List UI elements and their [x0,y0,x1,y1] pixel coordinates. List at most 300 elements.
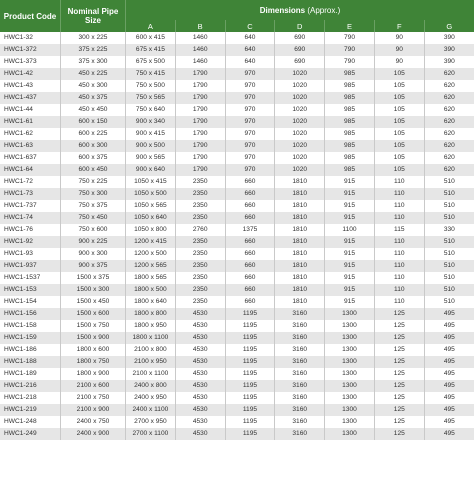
product-code-cell: HWC1-1537 [0,272,61,284]
nominal-pipe-size-cell: 1500 x 900 [61,332,126,344]
col-header-g: G [424,20,474,32]
dim-f-cell: 125 [374,308,424,320]
dim-d-cell: 1810 [275,200,325,212]
dim-c-cell: 1195 [225,428,275,440]
dim-d-cell: 1810 [275,284,325,296]
dim-b-cell: 1790 [175,116,225,128]
dim-g-cell: 495 [424,392,474,404]
dim-e-cell: 985 [325,140,375,152]
dim-c-cell: 660 [225,272,275,284]
table-row [0,212,474,224]
dim-f-cell: 125 [374,368,424,380]
dim-e-cell: 1300 [325,380,375,392]
dim-d-cell: 3160 [275,404,325,416]
dim-g-cell: 620 [424,152,474,164]
table-row [0,344,474,356]
nominal-pipe-size-cell: 1800 x 750 [61,356,126,368]
dim-d-cell: 1020 [275,80,325,92]
dim-b-cell: 1790 [175,140,225,152]
table-row [0,92,474,104]
product-code-cell: HWC1-61 [0,116,61,128]
table-row [0,332,474,344]
product-code-cell: HWC1-64 [0,164,61,176]
table-row [0,152,474,164]
dim-b-cell: 4530 [175,332,225,344]
dim-d-cell: 3160 [275,368,325,380]
dim-a-cell: 900 x 500 [126,140,176,152]
table-row [0,176,474,188]
dim-b-cell: 1460 [175,44,225,56]
dimensions-header [126,0,474,20]
dim-e-cell: 1300 [325,404,375,416]
dim-a-cell: 1800 x 1100 [126,332,176,344]
dim-b-cell: 1790 [175,68,225,80]
nominal-pipe-size-cell: 750 x 375 [61,200,126,212]
dim-a-cell: 2400 x 950 [126,392,176,404]
nominal-pipe-size-cell: 375 x 300 [61,56,126,68]
dim-f-cell: 110 [374,272,424,284]
dim-a-cell: 1050 x 800 [126,224,176,236]
dim-a-cell: 1800 x 565 [126,272,176,284]
approx-label: (Approx.) [307,5,341,15]
table-row [0,404,474,416]
dim-d-cell: 3160 [275,356,325,368]
dim-d-cell: 690 [275,56,325,68]
col-header-a: A [126,20,176,32]
dim-g-cell: 620 [424,80,474,92]
dim-g-cell: 510 [424,248,474,260]
dim-c-cell: 660 [225,200,275,212]
table-row [0,164,474,176]
table-row [0,272,474,284]
table-body [0,32,474,440]
table-row [0,308,474,320]
dim-b-cell: 4530 [175,428,225,440]
dim-a-cell: 750 x 500 [126,80,176,92]
dim-c-cell: 1195 [225,320,275,332]
product-code-cell: HWC1-76 [0,224,61,236]
dim-f-cell: 110 [374,188,424,200]
dim-b-cell: 4530 [175,392,225,404]
table-row [0,248,474,260]
dim-g-cell: 620 [424,116,474,128]
dim-b-cell: 1790 [175,80,225,92]
dim-c-cell: 1195 [225,416,275,428]
dim-g-cell: 390 [424,44,474,56]
dim-e-cell: 915 [325,248,375,260]
dim-e-cell: 1300 [325,416,375,428]
product-code-cell: HWC1-153 [0,284,61,296]
dim-d-cell: 1810 [275,224,325,236]
product-code-cell: HWC1-62 [0,128,61,140]
table-row [0,392,474,404]
dim-c-cell: 970 [225,80,275,92]
dim-f-cell: 110 [374,248,424,260]
dim-b-cell: 1790 [175,92,225,104]
dim-c-cell: 970 [225,164,275,176]
table-row [0,140,474,152]
product-code-cell: HWC1-216 [0,380,61,392]
dim-g-cell: 510 [424,200,474,212]
dim-c-cell: 660 [225,188,275,200]
dim-g-cell: 510 [424,176,474,188]
product-code-cell: HWC1-189 [0,368,61,380]
dim-e-cell: 915 [325,188,375,200]
col-header-c: C [225,20,275,32]
dim-d-cell: 1020 [275,128,325,140]
dim-c-cell: 640 [225,44,275,56]
dim-f-cell: 110 [374,260,424,272]
dim-d-cell: 1810 [275,272,325,284]
dim-e-cell: 985 [325,164,375,176]
dim-g-cell: 495 [424,368,474,380]
dim-e-cell: 790 [325,44,375,56]
nominal-pipe-size-cell: 600 x 300 [61,140,126,152]
product-code-cell: HWC1-42 [0,68,61,80]
dim-a-cell: 1050 x 500 [126,188,176,200]
dim-g-cell: 510 [424,188,474,200]
dim-f-cell: 90 [374,44,424,56]
nominal-pipe-size-cell: 1800 x 900 [61,368,126,380]
dim-a-cell: 2700 x 1100 [126,428,176,440]
dim-b-cell: 1790 [175,152,225,164]
dim-g-cell: 495 [424,428,474,440]
dim-e-cell: 985 [325,104,375,116]
dim-a-cell: 1800 x 640 [126,296,176,308]
dim-b-cell: 1460 [175,56,225,68]
col-header-b: B [175,20,225,32]
dim-c-cell: 660 [225,260,275,272]
dim-d-cell: 3160 [275,332,325,344]
dim-c-cell: 1195 [225,368,275,380]
dim-c-cell: 1195 [225,308,275,320]
nominal-pipe-size-cell: 900 x 225 [61,236,126,248]
dim-b-cell: 2760 [175,224,225,236]
dim-a-cell: 2100 x 800 [126,344,176,356]
dim-e-cell: 790 [325,32,375,44]
dim-a-cell: 1050 x 565 [126,200,176,212]
dim-d-cell: 1020 [275,152,325,164]
dim-a-cell: 1800 x 950 [126,320,176,332]
dim-b-cell: 1460 [175,32,225,44]
product-code-cell: HWC1-437 [0,92,61,104]
dim-c-cell: 1195 [225,356,275,368]
product-code-cell: HWC1-154 [0,296,61,308]
product-code-cell: HWC1-373 [0,56,61,68]
dim-b-cell: 2350 [175,272,225,284]
product-code-cell: HWC1-44 [0,104,61,116]
dim-e-cell: 1300 [325,356,375,368]
dim-b-cell: 4530 [175,416,225,428]
dim-e-cell: 1100 [325,224,375,236]
dim-c-cell: 970 [225,152,275,164]
dim-c-cell: 970 [225,104,275,116]
table-row [0,320,474,332]
dim-g-cell: 495 [424,332,474,344]
table-row [0,260,474,272]
product-code-cell: HWC1-63 [0,140,61,152]
nominal-pipe-size-cell: 300 x 225 [61,32,126,44]
nominal-pipe-size-cell: 2400 x 900 [61,428,126,440]
dim-f-cell: 125 [374,404,424,416]
dim-g-cell: 390 [424,56,474,68]
dim-e-cell: 1300 [325,428,375,440]
dim-d-cell: 690 [275,32,325,44]
dim-f-cell: 110 [374,212,424,224]
nominal-pipe-size-cell: 2100 x 900 [61,404,126,416]
dim-g-cell: 620 [424,68,474,80]
product-code-cell: HWC1-72 [0,176,61,188]
dim-e-cell: 915 [325,176,375,188]
dim-f-cell: 125 [374,428,424,440]
dim-g-cell: 620 [424,92,474,104]
dim-a-cell: 2100 x 950 [126,356,176,368]
dim-d-cell: 1810 [275,236,325,248]
dim-c-cell: 970 [225,68,275,80]
product-code-cell: HWC1-737 [0,200,61,212]
dim-b-cell: 2350 [175,296,225,308]
product-code-header: Product Code [0,0,61,32]
dim-b-cell: 1790 [175,128,225,140]
dim-g-cell: 510 [424,296,474,308]
dim-a-cell: 750 x 565 [126,92,176,104]
dim-e-cell: 985 [325,92,375,104]
product-code-cell: HWC1-186 [0,344,61,356]
dim-f-cell: 105 [374,116,424,128]
dim-f-cell: 105 [374,80,424,92]
dim-e-cell: 1300 [325,344,375,356]
dim-d-cell: 3160 [275,308,325,320]
dim-c-cell: 660 [225,296,275,308]
dim-d-cell: 1020 [275,104,325,116]
dim-a-cell: 750 x 640 [126,104,176,116]
dim-a-cell: 900 x 415 [126,128,176,140]
dim-f-cell: 110 [374,284,424,296]
nominal-pipe-size-cell: 2100 x 600 [61,380,126,392]
dim-g-cell: 510 [424,212,474,224]
dim-f-cell: 105 [374,104,424,116]
dim-a-cell: 1800 x 500 [126,284,176,296]
dim-e-cell: 915 [325,296,375,308]
dim-g-cell: 510 [424,284,474,296]
product-code-cell: HWC1-92 [0,236,61,248]
nominal-pipe-size-cell: 750 x 225 [61,176,126,188]
dim-b-cell: 4530 [175,320,225,332]
table-row [0,128,474,140]
dim-e-cell: 985 [325,116,375,128]
nominal-pipe-size-cell: 1500 x 750 [61,320,126,332]
dim-e-cell: 915 [325,212,375,224]
dim-a-cell: 2400 x 1100 [126,404,176,416]
table-row [0,296,474,308]
nominal-pipe-size-cell: 450 x 375 [61,92,126,104]
dim-f-cell: 105 [374,128,424,140]
dim-d-cell: 1810 [275,188,325,200]
nominal-pipe-size-header: Nominal Pipe Size [61,0,126,32]
dim-f-cell: 90 [374,56,424,68]
dim-c-cell: 970 [225,116,275,128]
dim-e-cell: 985 [325,68,375,80]
dim-a-cell: 1050 x 640 [126,212,176,224]
product-code-cell: HWC1-74 [0,212,61,224]
col-header-d: D [275,20,325,32]
dim-b-cell: 1790 [175,104,225,116]
dim-g-cell: 495 [424,344,474,356]
dim-c-cell: 640 [225,56,275,68]
dim-d-cell: 1020 [275,140,325,152]
dim-a-cell: 1800 x 800 [126,308,176,320]
dim-c-cell: 1195 [225,332,275,344]
dim-c-cell: 1195 [225,380,275,392]
dim-b-cell: 4530 [175,308,225,320]
table-row [0,428,474,440]
product-code-cell: HWC1-188 [0,356,61,368]
product-code-cell: HWC1-159 [0,332,61,344]
dim-c-cell: 640 [225,32,275,44]
dim-c-cell: 1195 [225,404,275,416]
nominal-pipe-size-cell: 2400 x 750 [61,416,126,428]
dim-b-cell: 4530 [175,356,225,368]
table-row [0,80,474,92]
dim-a-cell: 675 x 500 [126,56,176,68]
table-row [0,68,474,80]
dim-a-cell: 1200 x 565 [126,260,176,272]
dim-g-cell: 495 [424,404,474,416]
product-code-cell: HWC1-249 [0,428,61,440]
table-row [0,368,474,380]
dim-d-cell: 3160 [275,392,325,404]
dim-b-cell: 4530 [175,344,225,356]
dim-d-cell: 3160 [275,380,325,392]
nominal-pipe-size-cell: 600 x 225 [61,128,126,140]
dim-d-cell: 3160 [275,428,325,440]
nominal-pipe-size-cell: 600 x 450 [61,164,126,176]
dim-d-cell: 3160 [275,320,325,332]
product-code-cell: HWC1-637 [0,152,61,164]
dim-g-cell: 620 [424,104,474,116]
dim-d-cell: 1020 [275,68,325,80]
dim-a-cell: 900 x 640 [126,164,176,176]
nominal-pipe-size-cell: 900 x 300 [61,248,126,260]
dim-d-cell: 1810 [275,260,325,272]
dim-g-cell: 495 [424,308,474,320]
product-code-cell: HWC1-158 [0,320,61,332]
dim-b-cell: 2350 [175,260,225,272]
dim-b-cell: 2350 [175,200,225,212]
nominal-pipe-size-cell: 900 x 375 [61,260,126,272]
product-code-cell: HWC1-937 [0,260,61,272]
product-code-cell: HWC1-156 [0,308,61,320]
dim-a-cell: 2700 x 950 [126,416,176,428]
dim-a-cell: 675 x 415 [126,44,176,56]
dim-e-cell: 1300 [325,392,375,404]
nominal-pipe-size-cell: 750 x 300 [61,188,126,200]
dim-g-cell: 510 [424,260,474,272]
dim-e-cell: 915 [325,260,375,272]
nominal-pipe-size-cell: 2100 x 750 [61,392,126,404]
table-row [0,224,474,236]
table-row [0,200,474,212]
nominal-pipe-size-cell: 1800 x 600 [61,344,126,356]
dim-a-cell: 900 x 565 [126,152,176,164]
dim-b-cell: 2350 [175,188,225,200]
product-code-cell: HWC1-93 [0,248,61,260]
product-code-cell: HWC1-73 [0,188,61,200]
dim-c-cell: 970 [225,128,275,140]
nominal-pipe-size-cell: 1500 x 600 [61,308,126,320]
dim-a-cell: 1200 x 415 [126,236,176,248]
table-header [0,0,474,32]
dim-b-cell: 4530 [175,380,225,392]
dim-e-cell: 915 [325,236,375,248]
dim-e-cell: 915 [325,272,375,284]
dim-a-cell: 2100 x 1100 [126,368,176,380]
dim-d-cell: 1810 [275,176,325,188]
dim-d-cell: 1020 [275,164,325,176]
table-row [0,416,474,428]
dim-e-cell: 1300 [325,368,375,380]
dim-e-cell: 915 [325,200,375,212]
product-code-cell: HWC1-219 [0,404,61,416]
dim-d-cell: 1020 [275,92,325,104]
dim-c-cell: 660 [225,248,275,260]
dim-f-cell: 105 [374,92,424,104]
dim-d-cell: 3160 [275,416,325,428]
nominal-pipe-size-cell: 1500 x 300 [61,284,126,296]
dim-g-cell: 510 [424,236,474,248]
dim-g-cell: 620 [424,140,474,152]
dim-g-cell: 330 [424,224,474,236]
dim-d-cell: 1810 [275,296,325,308]
dim-e-cell: 985 [325,128,375,140]
dim-b-cell: 2350 [175,248,225,260]
table-row [0,284,474,296]
dim-g-cell: 510 [424,272,474,284]
nominal-pipe-size-cell: 600 x 150 [61,116,126,128]
product-code-cell: HWC1-32 [0,32,61,44]
dim-c-cell: 1195 [225,392,275,404]
dim-f-cell: 125 [374,356,424,368]
nominal-pipe-size-cell: 600 x 375 [61,152,126,164]
dim-f-cell: 110 [374,296,424,308]
nominal-pipe-size-cell: 450 x 225 [61,68,126,80]
dim-f-cell: 105 [374,68,424,80]
dim-c-cell: 1375 [225,224,275,236]
dim-g-cell: 620 [424,128,474,140]
dim-a-cell: 1050 x 415 [126,176,176,188]
dim-e-cell: 985 [325,152,375,164]
nominal-pipe-size-cell: 750 x 450 [61,212,126,224]
table-row [0,380,474,392]
dim-f-cell: 125 [374,380,424,392]
dim-a-cell: 750 x 415 [126,68,176,80]
dim-c-cell: 660 [225,212,275,224]
dim-e-cell: 1300 [325,332,375,344]
dim-a-cell: 900 x 340 [126,116,176,128]
dim-e-cell: 985 [325,80,375,92]
dim-f-cell: 115 [374,224,424,236]
table-row [0,56,474,68]
dim-f-cell: 105 [374,152,424,164]
dim-a-cell: 1200 x 500 [126,248,176,260]
dim-f-cell: 125 [374,332,424,344]
dim-d-cell: 690 [275,44,325,56]
header-row-top [0,0,474,20]
table-row [0,104,474,116]
product-code-cell: HWC1-372 [0,44,61,56]
dim-g-cell: 390 [424,32,474,44]
dim-f-cell: 105 [374,140,424,152]
